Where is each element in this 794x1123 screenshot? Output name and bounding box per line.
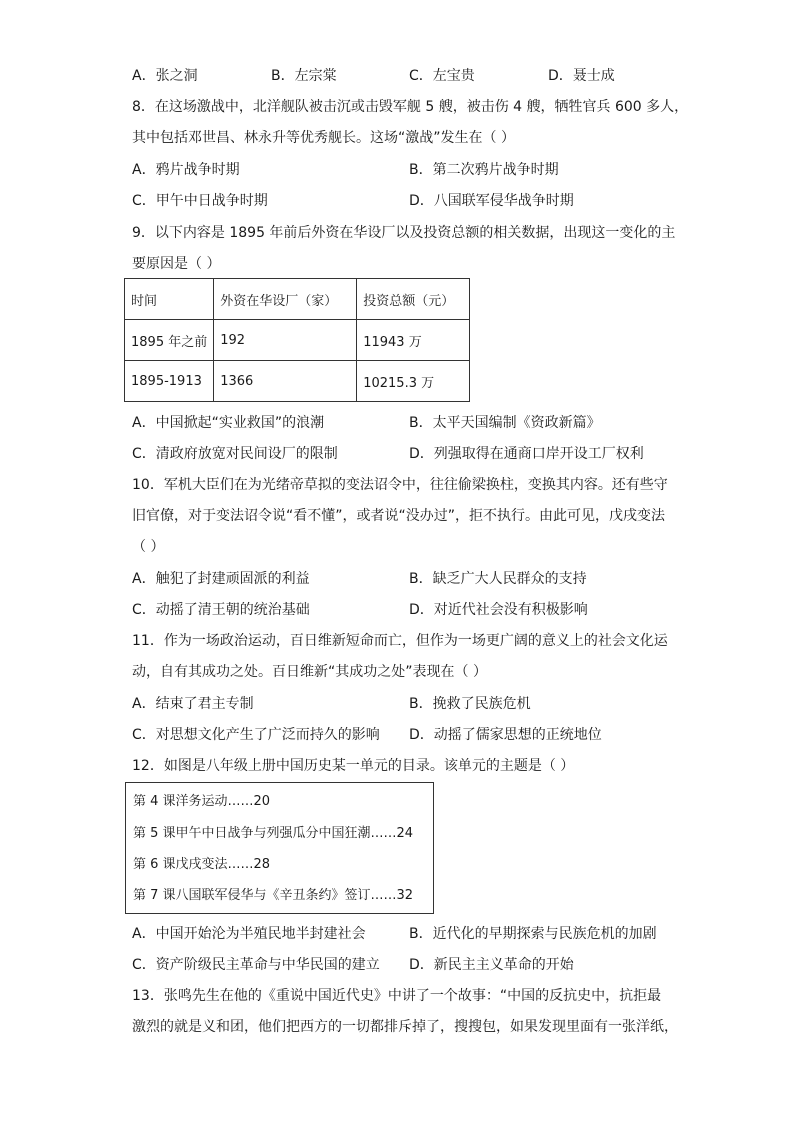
q10-option-a: A．触犯了封建顽固派的利益	[132, 571, 310, 587]
table-cell: 1366	[214, 361, 357, 402]
q10-option-c: C．动摇了清王朝的统治基础	[132, 602, 310, 618]
q12-option-b: B．近代化的早期探索与民族危机的加剧	[409, 926, 657, 942]
q12-option-c: C．资产阶级民主革命与中华民国的建立	[132, 957, 380, 973]
toc-entry: 第 5 课甲午中日战争与列强瓜分中国狂潮……24	[133, 826, 414, 841]
q11-stem-line-2: 动，自有其成功之处。百日维新“其成功之处”表现在（ ）	[132, 664, 487, 680]
q10-stem-line-2: 旧官僚，对于变法诏令说“看不懂”，或者说“没办过”，拒不执行。由此可见，戊戌变法	[132, 508, 666, 524]
table-header-cell: 投资总额（元）	[357, 279, 470, 320]
q9-stem-line-1: 9．以下内容是 1895 年前后外资在华设厂以及投资总额的相关数据，出现这一变化的主	[132, 225, 676, 241]
q10-option-b: B．缺乏广大人民群众的支持	[409, 571, 587, 587]
table-cell: 10215.3 万	[357, 361, 470, 402]
q8-stem-line-1: 8．在这场激战中，北洋舰队被击沉或击毁军舰 5 艘，被击伤 4 艘，牺牲官兵 600 多人，	[132, 99, 689, 115]
q8-stem-line-2: 其中包括邓世昌、林永升等优秀舰长。这场“激战”发生在（ ）	[132, 130, 515, 146]
toc-entry: 第 4 课洋务运动……20	[133, 794, 271, 809]
q9-stem-line-2: 要原因是（ ）	[132, 256, 221, 272]
q8-option-c: C．甲午中日战争时期	[132, 193, 268, 209]
q7-option-d: D．聂士成	[548, 68, 615, 84]
q8-option-b: B．第二次鸦片战争时期	[409, 162, 559, 178]
q9-option-a: A．中国掀起“实业救国”的浪潮	[132, 415, 325, 431]
q13-stem-line-2: 激烈的就是义和团，他们把西方的一切都排斥掉了，搜搜包，如果发现里面有一张洋纸，	[132, 1019, 678, 1035]
q11-option-b: B．挽救了民族危机	[409, 696, 531, 712]
table-row	[125, 320, 470, 361]
investment-table	[124, 278, 470, 402]
q7-option-b: B．左宗棠	[271, 68, 337, 84]
table-header-row	[125, 279, 470, 320]
table-cell: 1895-1913	[125, 361, 214, 402]
q10-stem-line-3: （ ）	[132, 539, 165, 555]
q8-option-a: A．鸦片战争时期	[132, 162, 240, 178]
unit-table-of-contents	[125, 782, 434, 914]
q12-stem-line-1: 12．如图是八年级上册中国历史某一单元的目录。该单元的主题是（ ）	[132, 758, 575, 774]
table-cell: 1895 年之前	[125, 320, 214, 361]
toc-entry: 第 6 课戊戌变法……28	[133, 857, 271, 872]
q7-option-c: C．左宝贵	[409, 68, 475, 84]
toc-entry: 第 7 课八国联军侵华与《辛丑条约》签订……32	[133, 888, 414, 903]
q9-option-d: D．列强取得在通商口岸开设工厂权利	[409, 446, 644, 462]
q11-option-d: D．动摇了儒家思想的正统地位	[409, 727, 602, 743]
q12-option-a: A．中国开始沦为半殖民地半封建社会	[132, 926, 366, 942]
q10-option-d: D．对近代社会没有积极影响	[409, 602, 588, 618]
q9-option-b: B．太平天国编制《资政新篇》	[409, 415, 601, 431]
q12-option-d: D．新民主主义革命的开始	[409, 957, 574, 973]
table-cell: 192	[214, 320, 357, 361]
q7-option-a: A．张之洞	[132, 68, 198, 84]
q11-stem-line-1: 11．作为一场政治运动，百日维新短命而亡，但作为一场更广阔的意义上的社会文化运	[132, 633, 668, 649]
q11-option-a: A．结束了君主专制	[132, 696, 254, 712]
q11-option-c: C．对思想文化产生了广泛而持久的影响	[132, 727, 380, 743]
table-row	[125, 361, 470, 402]
q9-option-c: C．清政府放宽对民间设厂的限制	[132, 446, 338, 462]
table-header-cell: 时间	[125, 279, 214, 320]
q10-stem-line-1: 10．军机大臣们在为光绪帝草拟的变法诏令中，往往偷梁换柱，变换其内容。还有些守	[132, 477, 668, 493]
table-cell: 11943 万	[357, 320, 470, 361]
table-header-cell: 外资在华设厂（家）	[214, 279, 357, 320]
q8-option-d: D．八国联军侵华战争时期	[409, 193, 574, 209]
q13-stem-line-1: 13．张鸣先生在他的《重说中国近代史》中讲了一个故事：“中国的反抗史中，抗拒最	[132, 988, 662, 1004]
